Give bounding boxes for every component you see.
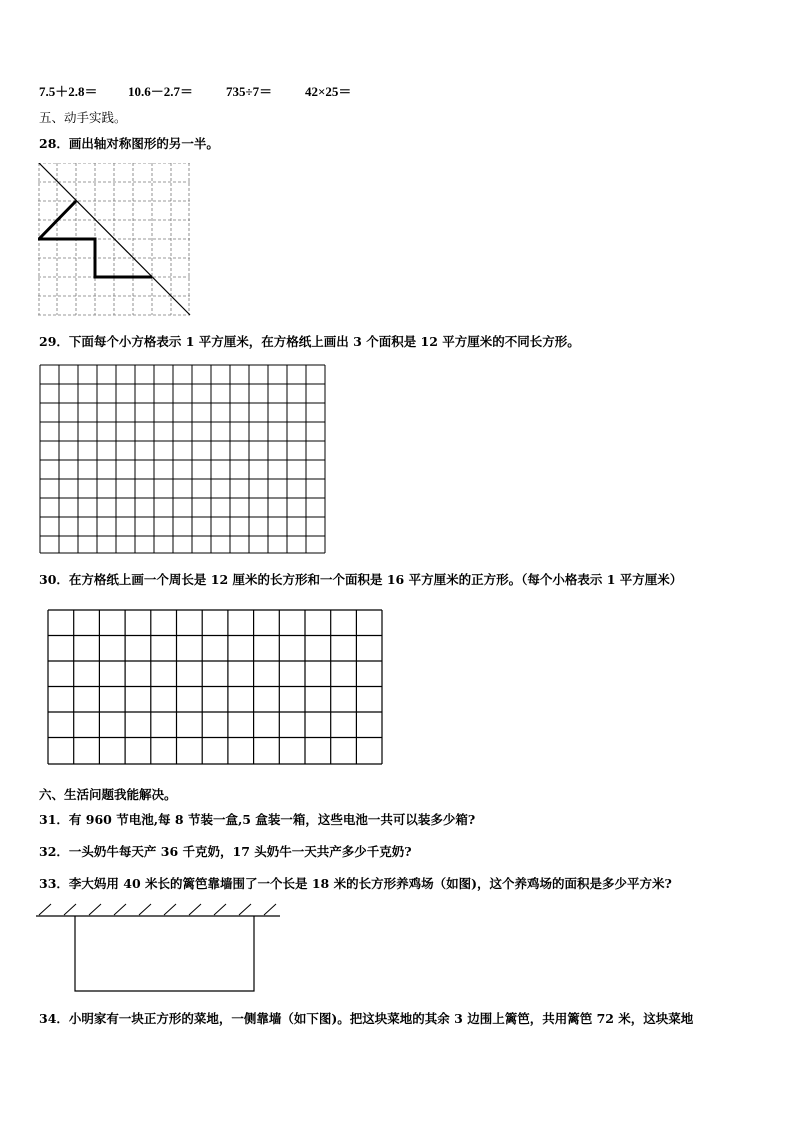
question-28: 28．画出轴对称图形的另一半。 [39,136,219,151]
calc-item-3: 735÷7＝ [226,84,273,99]
symmetry-figure [38,163,192,318]
calc-item-2: 10.6－2.7＝ [128,84,194,99]
yard-fence [75,916,254,991]
question-30: 30．在方格纸上画一个周长是 12 厘米的长方形和一个面积是 16 平方厘米的正方形。（每个小格表示 1 平方厘米） [39,572,683,587]
question-33: 33．李大妈用 40 米长的篱笆靠墙围了一个长是 18 米的长方形养鸡场（如图)，这个养鸡场的面积是多少平方米? [39,876,672,891]
section-five-title: 五、动手实践。 [39,110,127,125]
calc-item-4: 42×25＝ [305,84,352,99]
question-32: 32．一头奶牛每天产 36 千克奶，17 头奶牛一天共产多少千克奶? [39,844,412,859]
section-six-title: 六、生活问题我能解决。 [39,787,177,802]
grid-q30 [47,609,384,766]
wall-hatch [39,904,276,915]
question-31: 31．有 960 节电池,每 8 节装一盒,5 盒装一箱，这些电池一共可以装多少箱? [39,812,476,827]
calc-item-1: 7.5＋2.8＝ [39,84,98,99]
question-29: 29．下面每个小方格表示 1 平方厘米，在方格纸上画出 3 个面积是 12 平方厘米的不同长方形。 [39,334,580,349]
question-34: 34．小明家有一块正方形的菜地，一侧靠墙（如下图)。把这块菜地的其余 3 边围上篱笆，共用篱笆 72 米，这块菜地 [39,1011,694,1026]
chicken-yard-figure [36,903,282,995]
grid-q29 [39,364,327,555]
